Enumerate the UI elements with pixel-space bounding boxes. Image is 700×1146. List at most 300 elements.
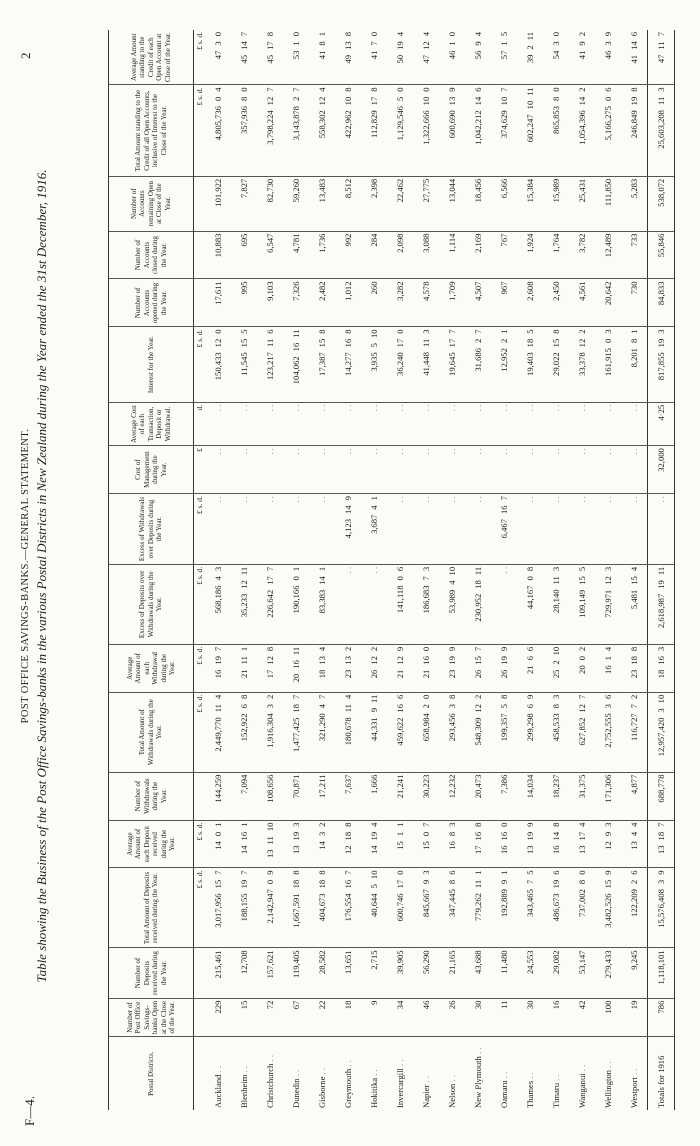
wd-total-cell	[309, 692, 335, 772]
unit-cell: £ s. d.	[194, 868, 206, 948]
closed-cell	[595, 231, 621, 279]
cell-value: 658,98420	[421, 694, 431, 742]
credit-cell	[465, 85, 491, 176]
cell-value: 2,398	[369, 178, 379, 199]
closed-cell	[413, 231, 439, 279]
cell-value: 5,481154	[629, 566, 639, 610]
leader-dots: . .	[239, 1065, 249, 1075]
cell-value: 43,688	[473, 950, 483, 975]
leader-dots: . .	[629, 1068, 639, 1078]
cell-value: 28,582	[317, 950, 327, 975]
cell-value: 18	[343, 1000, 353, 1010]
cell-value: 10,883	[213, 233, 223, 258]
excess-wd-cell: . .	[648, 494, 675, 565]
open-cell	[205, 176, 231, 231]
cell-value: 13,483	[317, 178, 327, 203]
cell-value: 2,752,55536	[603, 694, 613, 748]
avg-cost-cell: . .	[413, 402, 439, 445]
deposits-cell	[361, 948, 387, 998]
cell-value: 284	[369, 233, 379, 247]
cell-value: 152,92268	[239, 694, 249, 742]
opened-cell	[648, 279, 675, 327]
cell-value: 13,651	[343, 950, 353, 975]
cell-value: 108,656	[265, 774, 275, 803]
excess-dep-cell	[543, 564, 569, 644]
cell-value: 45178	[265, 32, 275, 64]
banks-cell	[257, 998, 283, 1037]
cell-value: 22	[317, 1000, 327, 1010]
dep-total-cell	[387, 868, 413, 948]
dep-total-cell	[648, 868, 675, 948]
opened-cell	[569, 279, 595, 327]
avg-credit-cell	[465, 30, 491, 85]
table-row	[387, 30, 413, 1110]
cell-value: 21,241	[395, 774, 405, 799]
dep-avg-cell	[283, 820, 309, 868]
deposits-cell	[569, 948, 595, 998]
table-row	[439, 30, 465, 1110]
cell-value: 459,622166	[395, 694, 405, 746]
cell-value: 2,482	[317, 281, 327, 301]
avg-credit-cell	[309, 30, 335, 85]
leader-dots: . .	[551, 1074, 561, 1083]
credit-cell	[361, 85, 387, 176]
district-name: Totals for 1916	[656, 1055, 666, 1108]
cell-value: 59,260	[291, 178, 301, 203]
excess-dep-cell	[439, 564, 465, 644]
withdrawals-cell	[283, 772, 309, 820]
cell-value: 215,461	[213, 950, 223, 979]
wd-total-cell	[595, 692, 621, 772]
cell-value: 5430	[551, 32, 561, 60]
cell-value: 39,905	[395, 950, 405, 975]
banks-cell	[569, 998, 595, 1037]
cell-value: 3,143,87827	[291, 87, 301, 141]
avg-credit-cell	[231, 30, 257, 85]
interest-cell	[621, 327, 648, 402]
avg-credit-cell	[517, 30, 543, 85]
cost-cell: . .	[361, 446, 387, 494]
district-cell	[648, 1037, 675, 1110]
cell-value: 458,53383	[551, 694, 561, 742]
banks-cell	[621, 998, 648, 1037]
cell-value: 4,123149	[343, 496, 353, 539]
interest-cell	[569, 327, 595, 402]
cell-value: 1,666	[369, 774, 379, 794]
cell-value: 28,140113	[551, 566, 561, 614]
wd-total-cell	[231, 692, 257, 772]
dep-total-cell	[309, 868, 335, 948]
opened-cell	[335, 279, 361, 327]
cell-value: 9,245	[629, 950, 639, 970]
withdrawals-cell	[517, 772, 543, 820]
cell-value: 34	[395, 1000, 405, 1010]
avg-cost-cell: . .	[283, 402, 309, 445]
excess-wd-cell: . .	[387, 494, 413, 565]
cell-value: 33,378122	[577, 329, 587, 376]
wd-avg-cell	[335, 644, 361, 692]
withdrawals-cell	[648, 772, 675, 820]
excess-dep-cell: . .	[335, 564, 361, 644]
cell-value: 230,9521811	[473, 566, 483, 622]
deposits-cell	[335, 948, 361, 998]
cell-value: 44,16708	[525, 566, 535, 610]
cell-value: 4610	[447, 32, 457, 60]
table-row	[621, 30, 648, 1110]
wd-avg-cell	[413, 644, 439, 692]
cell-value: 199,35758	[499, 694, 509, 742]
cell-value: 558,302124	[317, 87, 327, 139]
avg-cost-cell: . .	[309, 402, 335, 445]
excess-dep-cell	[309, 564, 335, 644]
cell-value: 18134	[317, 646, 327, 679]
dep-total-cell	[595, 868, 621, 948]
interest-cell	[309, 327, 335, 402]
leader-dots: . .	[369, 1069, 379, 1078]
cell-value: 12,957,420310	[656, 694, 666, 757]
avg-cost-cell: . .	[257, 402, 283, 445]
dep-avg-cell	[543, 820, 569, 868]
opened-cell	[413, 279, 439, 327]
cell-value: 16160	[499, 822, 509, 855]
table-row	[569, 30, 595, 1110]
cell-value: 9	[369, 1000, 379, 1005]
cell-value: 4192	[577, 32, 587, 60]
leader-dots: . .	[291, 1069, 301, 1079]
cell-value: 47117	[656, 32, 666, 64]
interest-cell	[283, 327, 309, 402]
deposits-cell	[621, 948, 648, 998]
cell-value: 144,259	[213, 774, 223, 803]
wd-avg-cell	[309, 644, 335, 692]
excess-dep-cell	[257, 564, 283, 644]
district-name: Timaru	[551, 1083, 561, 1108]
wd-avg-cell	[361, 644, 387, 692]
unit-cell: £ s. d.	[194, 85, 206, 176]
excess-wd-cell: . .	[465, 494, 491, 565]
cell-value: 16197	[213, 646, 223, 679]
wd-avg-cell	[231, 644, 257, 692]
cell-value: 17,611	[213, 281, 223, 305]
table-row	[205, 30, 231, 1110]
withdrawals-cell	[621, 772, 648, 820]
open-cell	[231, 176, 257, 231]
opened-cell	[517, 279, 543, 327]
wd-total-cell	[569, 692, 595, 772]
credit-cell	[595, 85, 621, 176]
excess-wd-cell: . .	[413, 494, 439, 565]
closed-cell	[465, 231, 491, 279]
cell-value: 13187	[656, 822, 666, 855]
excess-wd-cell: . .	[621, 494, 648, 565]
cell-value: 23188	[629, 646, 639, 679]
cell-value: 41,448113	[421, 329, 431, 376]
cell-value: 21111	[239, 646, 249, 678]
cell-value: 1,118,101	[656, 950, 666, 985]
avg-credit-cell	[335, 30, 361, 85]
cell-value: 13193	[291, 822, 301, 855]
wd-total-cell	[491, 692, 517, 772]
cell-value: 41146	[629, 32, 639, 64]
withdrawals-cell	[205, 772, 231, 820]
cell-value: 845,66793	[421, 870, 431, 918]
cell-value: 5715	[499, 32, 509, 60]
cell-value: 13199	[525, 822, 535, 855]
cell-value: 15,989	[551, 178, 561, 203]
district-name: Gisborne	[317, 1076, 327, 1108]
withdrawals-cell	[465, 772, 491, 820]
cell-value: 29,022158	[551, 329, 561, 376]
cell-value: 11,545155	[239, 329, 249, 376]
column-header: Average Cost of each Transaction, Deposit or Withdrawal.	[109, 402, 194, 445]
avg-cost-cell: . .	[595, 402, 621, 445]
district-name: Wanganui	[577, 1073, 587, 1108]
cell-value: 779,262111	[473, 870, 483, 922]
banks-cell	[543, 998, 569, 1037]
cell-value: 22,462	[395, 178, 405, 203]
deposits-cell	[283, 948, 309, 998]
cell-value: 109,149155	[577, 566, 587, 618]
withdrawals-cell	[231, 772, 257, 820]
cell-value: 26122	[369, 646, 379, 679]
deposits-cell	[517, 948, 543, 998]
dep-avg-cell	[517, 820, 543, 868]
excess-dep-cell: . .	[361, 564, 387, 644]
cell-value: 15,384	[525, 178, 535, 203]
cell-value: 46	[421, 1000, 431, 1010]
banks-cell	[595, 998, 621, 1037]
wd-avg-cell	[491, 644, 517, 692]
opened-cell	[231, 279, 257, 327]
interest-cell	[413, 327, 439, 402]
cell-value: 72	[265, 1000, 275, 1010]
column-header: Total Amount of Withdrawals during the Year.	[109, 692, 194, 772]
wd-avg-cell	[543, 644, 569, 692]
cell-value: 4,507	[473, 281, 483, 301]
cell-value: 36,240170	[395, 329, 405, 376]
district-cell	[569, 1037, 595, 1110]
dep-avg-cell	[361, 820, 387, 868]
cell-value: 293,45638	[447, 694, 457, 742]
dep-total-cell	[205, 868, 231, 948]
cell-value: 101,922	[213, 178, 223, 207]
cell-value: 122,20926	[629, 870, 639, 918]
closed-cell	[205, 231, 231, 279]
dep-avg-cell	[309, 820, 335, 868]
cell-value: 131110	[265, 822, 275, 859]
cell-value: 30,223	[421, 774, 431, 799]
cell-value: 83,383141	[317, 566, 327, 614]
cell-value: 3,282	[395, 281, 405, 301]
unit-cell: £	[194, 446, 206, 494]
cell-value: 6,547	[265, 233, 275, 253]
deposits-cell	[491, 948, 517, 998]
excess-dep-cell	[569, 564, 595, 644]
open-cell	[648, 176, 675, 231]
opened-cell	[205, 279, 231, 327]
district-cell	[465, 1037, 491, 1110]
excess-dep-cell	[205, 564, 231, 644]
cell-value: 111,850	[603, 178, 613, 207]
dep-total-cell	[517, 868, 543, 948]
cell-value: 12,232	[447, 774, 457, 799]
deposits-cell	[231, 948, 257, 998]
withdrawals-cell	[491, 772, 517, 820]
excess-wd-cell: . .	[517, 494, 543, 565]
cost-cell: . .	[205, 446, 231, 494]
interest-cell	[335, 327, 361, 402]
page-title: POST OFFICE SAVINGS-BANKS.—GENERAL STATEMENT.	[20, 428, 31, 724]
dep-total-cell	[361, 868, 387, 948]
closed-cell	[648, 231, 675, 279]
wd-avg-cell	[621, 644, 648, 692]
cell-value: 995	[239, 281, 249, 295]
cell-value: 786	[656, 1000, 666, 1014]
banks-cell	[439, 998, 465, 1037]
unit-cell: £ s. d.	[194, 644, 206, 692]
table-row	[361, 30, 387, 1110]
cell-value: 186,68373	[421, 566, 431, 614]
column-header: Excess of Withdrawals over Deposits during the Year.	[109, 494, 194, 565]
opened-cell	[309, 279, 335, 327]
cell-value: 49138	[343, 32, 353, 64]
dep-total-cell	[491, 868, 517, 948]
cell-value: 17168	[473, 822, 483, 855]
cell-value: 70,871	[291, 774, 301, 799]
cell-value: 7,386	[499, 774, 509, 794]
cell-value: 17,211	[317, 774, 327, 798]
opened-cell	[387, 279, 413, 327]
cell-value: 1511	[395, 822, 405, 850]
column-header: Interest for the Year.	[109, 327, 194, 402]
cell-value: 1,322,666100	[421, 87, 431, 145]
column-header: Number of Accounts remaining Open at Close of the Year.	[109, 176, 194, 231]
open-cell	[517, 176, 543, 231]
avg-cost-cell: . .	[205, 402, 231, 445]
cell-value: 486,673196	[551, 870, 561, 922]
opened-cell	[621, 279, 648, 327]
withdrawals-cell	[569, 772, 595, 820]
credit-cell	[439, 85, 465, 176]
cell-value: 7,827	[239, 178, 249, 199]
wd-avg-cell	[205, 644, 231, 692]
table-row	[231, 30, 257, 1110]
deposits-cell	[465, 948, 491, 998]
open-cell	[257, 176, 283, 231]
dep-avg-cell	[231, 820, 257, 868]
dep-total-cell	[335, 868, 361, 948]
cell-value: 602,2471011	[525, 87, 535, 143]
dep-avg-cell	[387, 820, 413, 868]
cell-value: 16148	[551, 822, 561, 855]
district-name: Hokitika	[369, 1077, 379, 1108]
leader-dots: . .	[395, 1059, 405, 1069]
cell-value: 18,237	[551, 774, 561, 799]
dep-total-cell	[569, 868, 595, 948]
cell-value: 1614	[603, 646, 613, 674]
banks-cell	[517, 998, 543, 1037]
column-header: Average Amount standing to the Credit of each Open Account at Close of the Year.	[109, 30, 194, 85]
cell-value: 5694	[473, 32, 483, 60]
cell-value: 226,642177	[265, 566, 275, 618]
excess-dep-cell: . .	[491, 564, 517, 644]
cell-value: 2,098	[395, 233, 405, 253]
avg-credit-cell	[543, 30, 569, 85]
cell-value: 119,405	[291, 950, 301, 979]
unit-cell	[194, 948, 206, 998]
wd-total-cell	[621, 692, 648, 772]
banks-cell	[231, 998, 257, 1037]
banks-cell	[205, 998, 231, 1037]
cell-value: 19	[629, 1000, 639, 1010]
cell-value: 246,849198	[629, 87, 639, 139]
district-cell	[439, 1037, 465, 1110]
cell-value: 4,578	[421, 281, 431, 301]
credit-cell	[283, 85, 309, 176]
district-cell	[491, 1037, 517, 1110]
closed-cell	[491, 231, 517, 279]
open-cell	[569, 176, 595, 231]
unit-cell	[194, 1037, 206, 1110]
excess-wd-cell: . .	[595, 494, 621, 565]
wd-avg-cell	[517, 644, 543, 692]
cell-value: 19,403185	[525, 329, 535, 376]
cell-value: 30	[525, 1000, 535, 1010]
column-header: Average Amount of each Deposit received during the Year.	[109, 820, 194, 868]
banks-cell	[491, 998, 517, 1037]
column-header: Excess of Deposits over Withdrawals during the Year.	[109, 564, 194, 644]
dep-avg-cell	[648, 820, 675, 868]
cell-value: 17128	[265, 646, 275, 679]
wd-total-cell	[257, 692, 283, 772]
district-cell	[335, 1037, 361, 1110]
wd-avg-cell	[595, 644, 621, 692]
dep-total-cell	[283, 868, 309, 948]
cell-value: 116,72772	[629, 694, 639, 741]
dep-avg-cell	[205, 820, 231, 868]
cell-value: 15	[239, 1000, 249, 1010]
cell-value: 1,129,54650	[395, 87, 405, 141]
cell-value: 9,103	[265, 281, 275, 301]
excess-wd-cell: . .	[543, 494, 569, 565]
cell-value: 6,566	[499, 178, 509, 199]
cell-value: 14,034	[525, 774, 535, 799]
cell-value: 1,916,30432	[265, 694, 275, 748]
cost-cell: . .	[517, 446, 543, 494]
cell-value: 100	[603, 1000, 613, 1014]
wd-total-cell	[413, 692, 439, 772]
unit-cell: £ s. d.	[194, 692, 206, 772]
cell-value: 4,877	[629, 774, 639, 794]
interest-cell	[361, 327, 387, 402]
cell-value: 31,375	[577, 774, 587, 799]
cell-value: 25,603,208113	[656, 87, 666, 149]
cell-value: 600,690139	[447, 87, 457, 139]
credit-cell	[335, 85, 361, 176]
table-row	[491, 30, 517, 1110]
wd-avg-cell	[283, 644, 309, 692]
leader-dots: . .	[343, 1060, 353, 1069]
district-name: Wellington	[603, 1070, 613, 1108]
cost-cell: . .	[465, 446, 491, 494]
cell-value: 2,450	[551, 281, 561, 301]
district-cell	[309, 1037, 335, 1110]
excess-dep-cell	[413, 564, 439, 644]
wd-avg-cell	[257, 644, 283, 692]
district-cell	[543, 1037, 569, 1110]
unit-cell	[194, 998, 206, 1037]
cell-value: 1,054,396142	[577, 87, 587, 145]
